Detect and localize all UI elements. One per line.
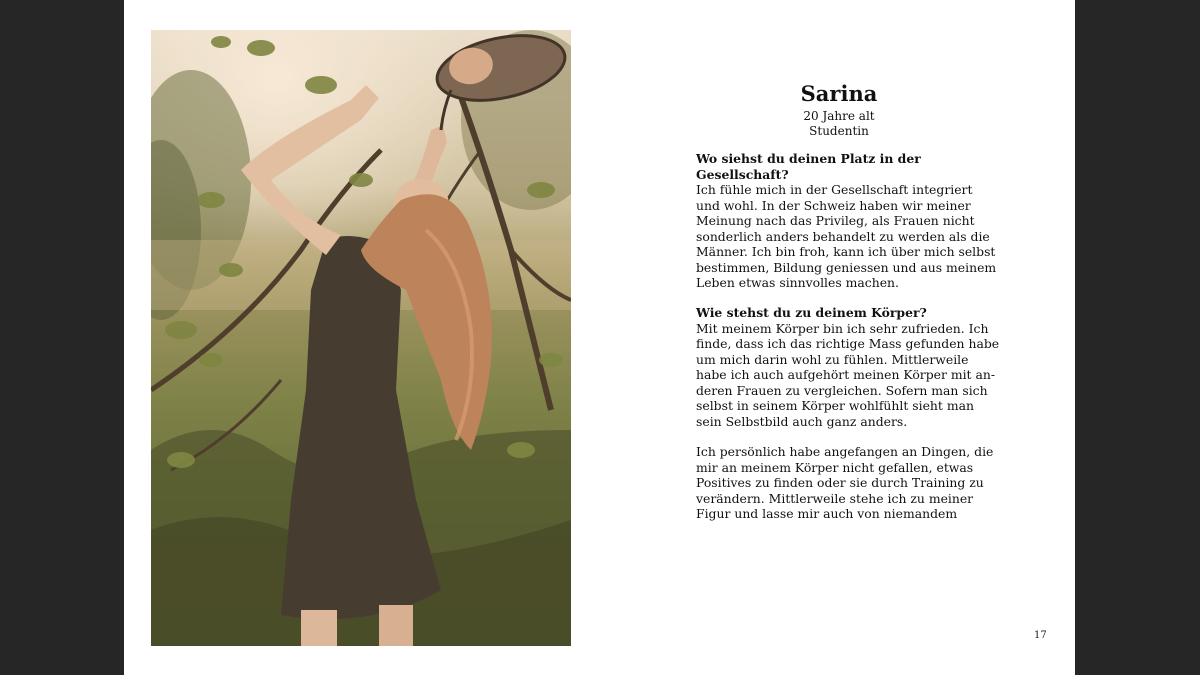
page-number: 17 <box>1034 630 1047 641</box>
text-line: Meinung nach das Privileg, als Frauen nicht <box>696 213 975 228</box>
answer-paragraph <box>696 182 996 291</box>
interview-section-1 <box>696 151 996 291</box>
text-line: bestimmen, Bildung geniessen und aus meinem <box>696 259 997 275</box>
text-line: sein Selbstbild auch ganz anders. <box>696 413 908 429</box>
text-line: mir an meinem Körper nicht gefallen, etwas <box>696 459 974 475</box>
text-line: um mich darin wohl zu fühlen. Mittlerweile <box>696 351 969 367</box>
text-line: Positives zu finden oder sie durch Training zu <box>696 475 984 490</box>
profile-age: 20 Jahre alt <box>803 109 875 123</box>
text-line: sonderlich anders behandelt zu werden als die <box>696 228 990 244</box>
text-line: habe ich auch aufgehört meinen Körper mit an- <box>696 367 996 382</box>
text-line: Männer. Ich bin froh, kann ich über mich selbst <box>696 244 996 259</box>
answer-paragraph <box>696 444 996 522</box>
text-line: Mit meinem Körper bin ich sehr zufrieden. Ich <box>696 320 989 336</box>
interview-section-3 <box>696 444 996 522</box>
profile-name: Sarina <box>800 81 878 106</box>
text-line: und wohl. In der Schweiz haben wir meiner <box>696 197 971 213</box>
answer-paragraph <box>696 320 1000 430</box>
text-line: selbst in seinem Körper wohlfühlt sieht man <box>696 398 974 413</box>
text-line: Ich fühle mich in der Gesellschaft integriert <box>696 182 973 197</box>
profile-header <box>696 80 996 139</box>
interview-section-2 <box>696 305 1000 429</box>
question-heading: Wie stehst du zu deinem Körper? <box>696 305 927 320</box>
text-line: verändern. Mittlerweile stehe ich zu meiner <box>696 490 974 506</box>
profile-occupation: Studentin <box>809 124 869 138</box>
portrait-photo <box>151 30 571 646</box>
question-heading: Wo siehst du deinen Platz in der Gesellschaft? <box>696 151 921 182</box>
text-line: finde, dass ich das richtige Mass gefunden habe <box>696 336 1000 351</box>
text-line: Ich persönlich habe angefangen an Dingen, die <box>696 444 994 459</box>
text-line: Figur und lasse mir auch von niemandem <box>696 506 958 521</box>
text-line: deren Frauen zu vergleichen. Sofern man sich <box>696 382 988 398</box>
photo-illustration <box>151 30 571 646</box>
text-line: Leben etwas sinnvolles machen. <box>696 275 899 290</box>
